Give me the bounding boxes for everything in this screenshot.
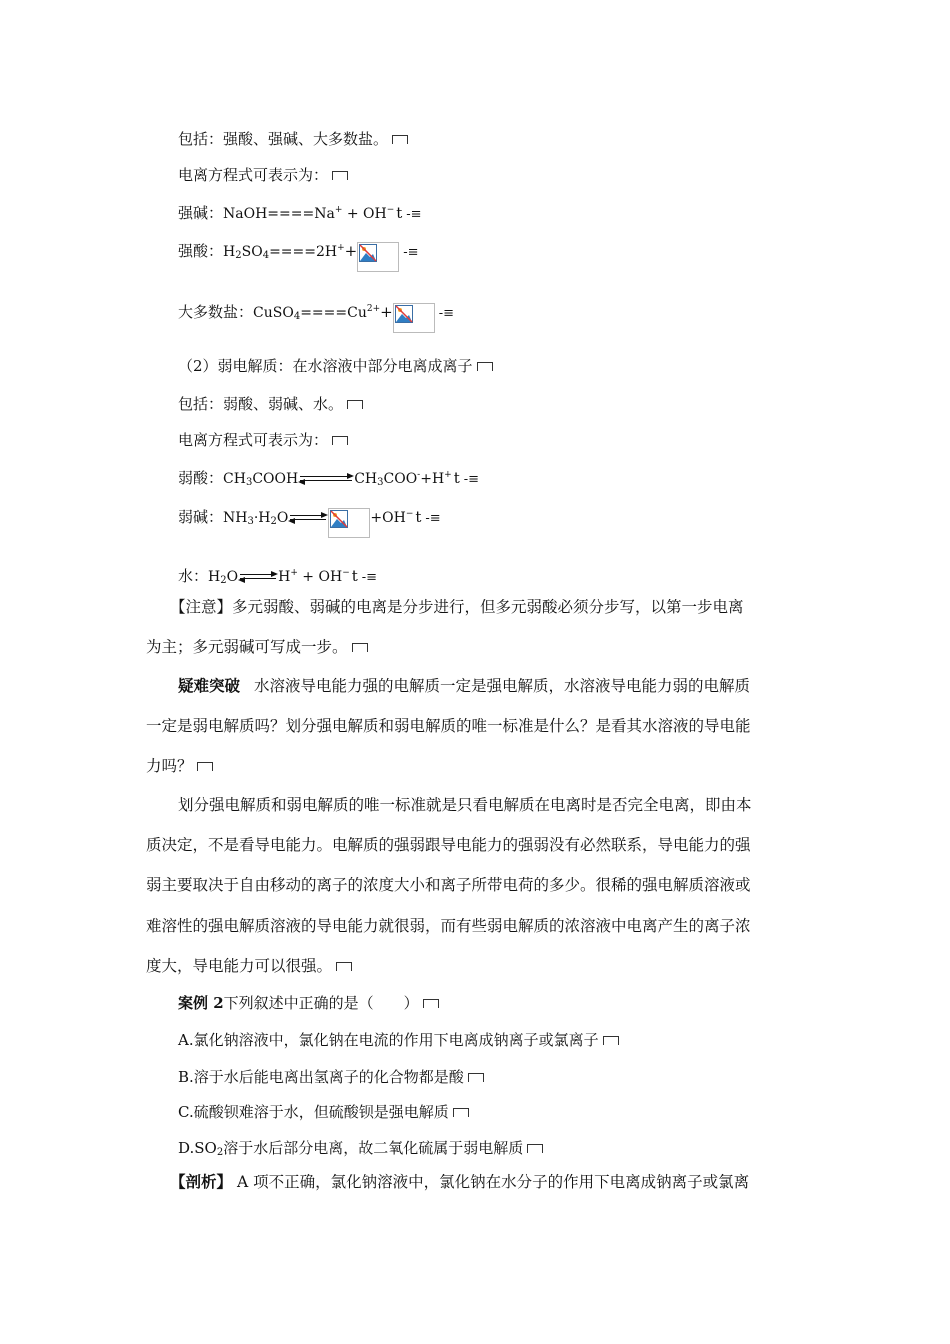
answer-line-5: 度大，导电能力可以很强。: [146, 956, 806, 976]
paragraph-mark-icon: [468, 1073, 484, 1082]
difficulty-line-2: 一定是弱电解质吗？划分强电解质和弱电解质的唯一标准是什么？是看其水溶液的导电能: [146, 717, 751, 735]
equilibrium-arrow-icon: [288, 513, 328, 523]
case-question: 案例 2下列叙述中正确的是（ ）: [178, 993, 439, 1013]
paragraph-mark-icon: [352, 643, 368, 652]
weak-acid-line: 弱酸：$CH_3COOH$ $CH_3COO^-+H^+$ t -≡: [178, 469, 480, 488]
option-a: A.氯化钠溶液中，氯化钠在电流的作用下电离成钠离子或氯离子: [178, 1030, 619, 1050]
paragraph-mark-icon: [347, 400, 363, 409]
broken-image-icon: [328, 508, 370, 538]
salt-line: 大多数盐：$CuSO_4====Cu^{2+}+$ -≡: [178, 299, 454, 333]
answer-line-1: 划分强电解质和弱电解质的唯一标准就是只看电解质在电离时是否完全电离，即由本: [178, 796, 752, 814]
equilibrium-arrow-icon: [238, 572, 278, 582]
option-c: C.硫酸钡难溶于水，但硫酸钡是强电解质: [178, 1102, 469, 1122]
difficulty-line-3: 力吗？: [146, 756, 806, 776]
strong-acid-line: 强酸：$H_2SO_4====2H^++$ -≡: [178, 238, 419, 272]
option-b: B.溶于水后能电离出氢离子的化合物都是酸: [178, 1067, 484, 1087]
weak-equation-title: 电离方程式可表示为：: [178, 430, 348, 450]
weak-base-line: 弱碱：$NH_3\cdot H_2O$ +OH− t -≡: [178, 504, 441, 538]
note-line-1: 【注意】多元弱酸、弱碱的电离是分步进行，但多元弱酸必须分步写，以第一步电离: [170, 598, 744, 616]
paragraph-mark-icon: [392, 135, 408, 144]
paragraph-mark-icon: [336, 962, 352, 971]
paragraph-mark-icon: [603, 1036, 619, 1045]
note-line-2: 为主；多元弱碱可写成一步。: [146, 637, 806, 657]
strong-base-line: 强碱：NaOH====Na+ + OH− t -≡: [178, 204, 422, 222]
paragraph-mark-icon: [423, 999, 439, 1008]
broken-image-icon: [357, 242, 399, 272]
paragraph-mark-icon: [527, 1144, 543, 1153]
answer-line-3: 弱主要取决于自由移动的离子的浓度大小和离子所带电荷的多少。很稀的强电解质溶液或: [146, 876, 751, 894]
equilibrium-arrow-icon: [298, 474, 354, 484]
paragraph-mark-icon: [332, 171, 348, 180]
paragraph-mark-icon: [332, 436, 348, 445]
weak-electrolyte-title: （2）弱电解质：在水溶液中部分电离成离子: [178, 356, 493, 376]
paragraph-mark-icon: [453, 1108, 469, 1117]
difficulty-line-1: 疑难突破 水溶液导电能力强的电解质一定是强电解质，水溶液导电能力弱的电解质: [178, 676, 751, 695]
broken-image-icon: [393, 303, 435, 333]
paragraph-mark-icon: [197, 762, 213, 771]
answer-line-4: 难溶性的强电解质溶液的导电能力就很弱，而有些弱电解质的浓溶液中电离产生的离子浓: [146, 917, 751, 935]
answer-line-2: 质决定，不是看导电能力。电解质的强弱跟导电能力的强弱没有必然联系，导电能力的强: [146, 836, 751, 854]
water-line: 水：$H_2O$ H+ + OH− t -≡: [178, 567, 378, 586]
option-d: $D.SO_2$溶于水后部分电离，故二氧化硫属于弱电解质: [178, 1138, 543, 1163]
include-line: 包括：强酸、强碱、大多数盐。: [178, 129, 408, 149]
paragraph-mark-icon: [477, 362, 493, 371]
analysis-line: 【剖析】 A 项不正确，氯化钠溶液中，氯化钠在水分子的作用下电离成钠离子或氯离: [170, 1172, 750, 1191]
weak-include-line: 包括：弱酸、弱碱、水。: [178, 394, 363, 414]
equation-title: 电离方程式可表示为：: [178, 165, 348, 185]
